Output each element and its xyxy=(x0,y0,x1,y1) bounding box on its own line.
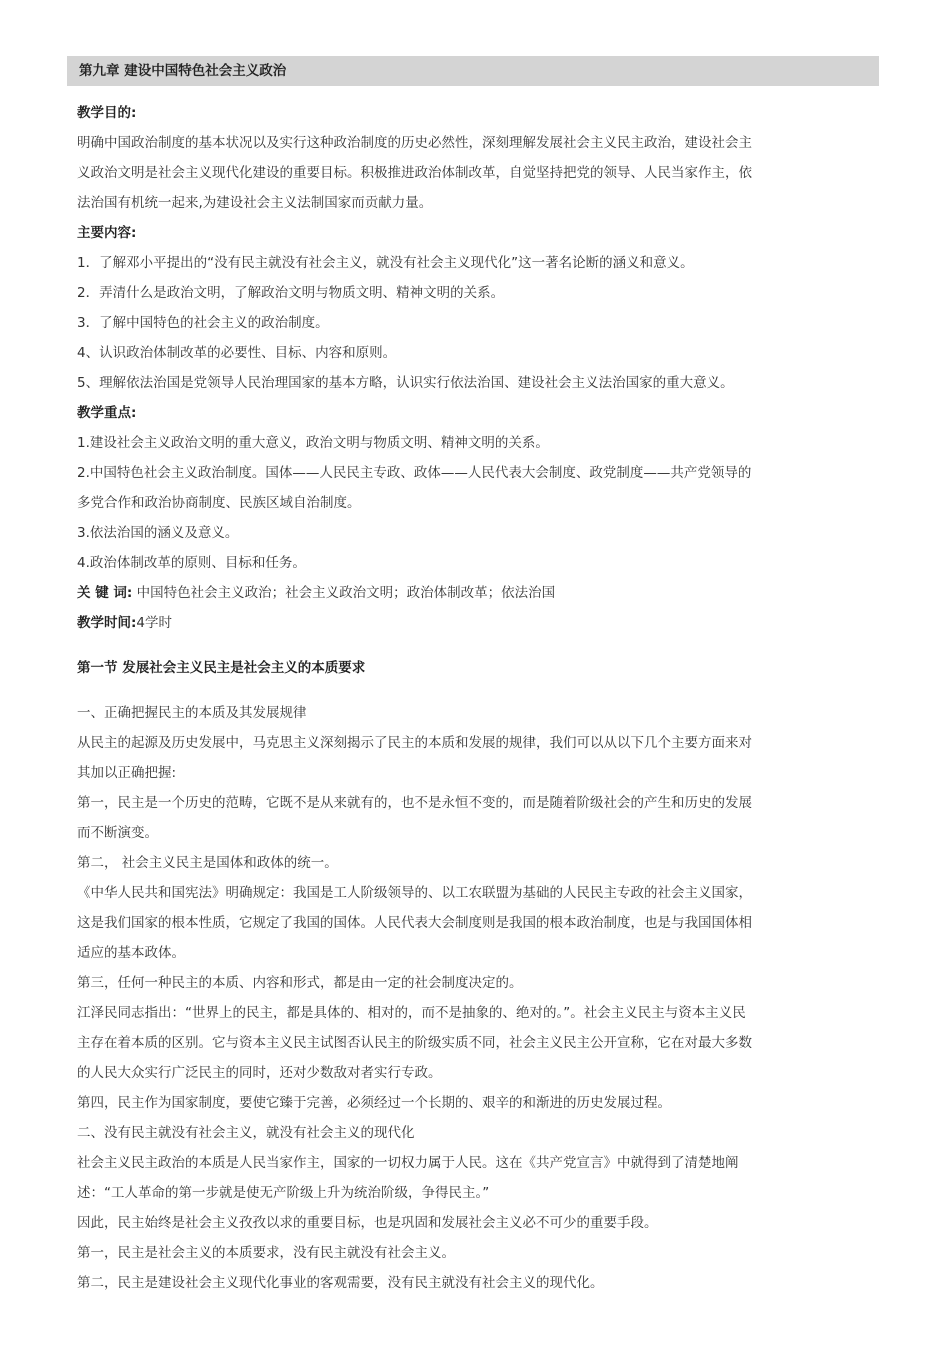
key-point-item: 3.依法治国的涵义及意义。 xyxy=(77,525,239,541)
objective-line: 明确中国政治制度的基本状况以及实行这种政治制度的历史必然性，深刻理解发展社会主义民主政治，建设社会主 xyxy=(77,135,752,151)
main-content-label: 主要内容: xyxy=(77,225,137,241)
section-paragraph-line: 江泽民同志指出：“世界上的民主，都是具体的、相对的，而不是抽象的、绝对的。”。社会主义民主与资本主义民 xyxy=(77,1005,746,1021)
main-content-item: 1．了解邓小平提出的“没有民主就没有社会主义，就没有社会主义现代化”这一著名论断的涵义和意义。 xyxy=(77,255,694,271)
chapter-header-bar xyxy=(67,56,879,86)
objective-line: 义政治文明是社会主义现代化建设的重要目标。积极推进政治体制改革，自觉坚持把党的领导、人民当家作主，依 xyxy=(77,165,752,181)
section-paragraph-line: 第一，民主是社会主义的本质要求，没有民主就没有社会主义。 xyxy=(77,1245,455,1261)
objective-line: 法治国有机统一起来,为建设社会主义法制国家而贡献力量。 xyxy=(77,195,433,211)
main-content-item: 3．了解中国特色的社会主义的政治制度。 xyxy=(77,315,329,331)
keywords-label: 关 键 词: xyxy=(77,585,133,601)
section-paragraph-line: 适应的基本政体。 xyxy=(77,945,185,961)
key-point-item: 2.中国特色社会主义政治制度。国体——人民民主专政、政体——人民代表大会制度、政党制度——共产党领导的 xyxy=(77,465,752,481)
section-paragraph-line: 第一，民主是一个历史的范畴，它既不是从来就有的，也不是永恒不变的，而是随着阶级社会的产生和历史的发展 xyxy=(77,795,752,811)
section-title: 第一节 发展社会主义民主是社会主义的本质要求 xyxy=(77,660,366,676)
section-paragraph-line: 述：“工人革命的第一步就是使无产阶级上升为统治阶级，争得民主。” xyxy=(77,1185,490,1201)
objective-label: 教学目的: xyxy=(77,105,137,121)
main-content-item: 2．弄清什么是政治文明，了解政治文明与物质文明、精神文明的关系。 xyxy=(77,285,505,301)
section-paragraph-line: 《中华人民共和国宪法》明确规定：我国是工人阶级领导的、以工农联盟为基础的人民民主专政的社会主义国家， xyxy=(77,885,752,901)
section-paragraph-line: 第三，任何一种民主的本质、内容和形式，都是由一定的社会制度决定的。 xyxy=(77,975,523,991)
section-paragraph-line: 这是我们国家的根本性质，它规定了我国的国体。人民代表大会制度则是我国的根本政治制度，也是与我国国体相 xyxy=(77,915,752,931)
section-paragraph-line: 其加以正确把握: xyxy=(77,765,177,781)
section-paragraph-line: 的人民大众实行广泛民主的同时，还对少数敌对者实行专政。 xyxy=(77,1065,442,1081)
section-paragraph-line: 因此，民主始终是社会主义孜孜以求的重要目标，也是巩固和发展社会主义必不可少的重要手段。 xyxy=(77,1215,658,1231)
section-paragraph-line: 从民主的起源及历史发展中，马克思主义深刻揭示了民主的本质和发展的规律，我们可以从以下几个主要方面来对 xyxy=(77,735,752,751)
main-content-item: 5、理解依法治国是党领导人民治理国家的基本方略，认识实行依法治国、建设社会主义法治国家的重大意义。 xyxy=(77,375,734,391)
teaching-time-label: 教学时间: xyxy=(77,615,137,631)
spacer xyxy=(77,683,859,698)
teaching-time-value: 4学时 xyxy=(136,615,172,631)
section-paragraph-line: 第四，民主作为国家制度，要使它臻于完善，必须经过一个长期的、艰辛的和渐进的历史发展过程。 xyxy=(77,1095,671,1111)
section-paragraph-line: 而不断演变。 xyxy=(77,825,158,841)
section-paragraph-line: 二、没有民主就没有社会主义，就没有社会主义的现代化 xyxy=(77,1125,415,1141)
key-point-item: 1.建设社会主义政治文明的重大意义，政治文明与物质文明、精神文明的关系。 xyxy=(77,435,549,451)
section-paragraph-line: 一、正确把握民主的本质及其发展规律 xyxy=(77,705,307,721)
key-point-item: 多党合作和政治协商制度、民族区域自治制度。 xyxy=(77,495,361,511)
document-body xyxy=(77,98,859,1298)
section-paragraph-line: 主存在着本质的区别。它与资本主义民主试图否认民主的阶级实质不同，社会主义民主公开宣称，它在对最大多数 xyxy=(77,1035,752,1051)
teaching-time-row xyxy=(77,608,859,638)
chapter-title: 第九章 建设中国特色社会主义政治 xyxy=(79,63,287,79)
section-paragraph-line: 社会主义民主政治的本质是人民当家作主，国家的一切权力属于人民。这在《共产党宣言》中就得到了清楚地阐 xyxy=(77,1155,739,1171)
key-point-item: 4.政治体制改革的原则、目标和任务。 xyxy=(77,555,306,571)
keywords-row xyxy=(77,578,859,608)
key-points-label: 教学重点: xyxy=(77,405,137,421)
keywords-value: 中国特色社会主义政治；社会主义政治文明；政治体制改革；依法治国 xyxy=(136,585,556,601)
section-paragraph-line: 第二，民主是建设社会主义现代化事业的客观需要，没有民主就没有社会主义的现代化。 xyxy=(77,1275,604,1291)
section-paragraph-line: 第二， 社会主义民主是国体和政体的统一。 xyxy=(77,855,338,871)
main-content-item: 4、认识政治体制改革的必要性、目标、内容和原则。 xyxy=(77,345,397,361)
spacer xyxy=(77,638,859,653)
